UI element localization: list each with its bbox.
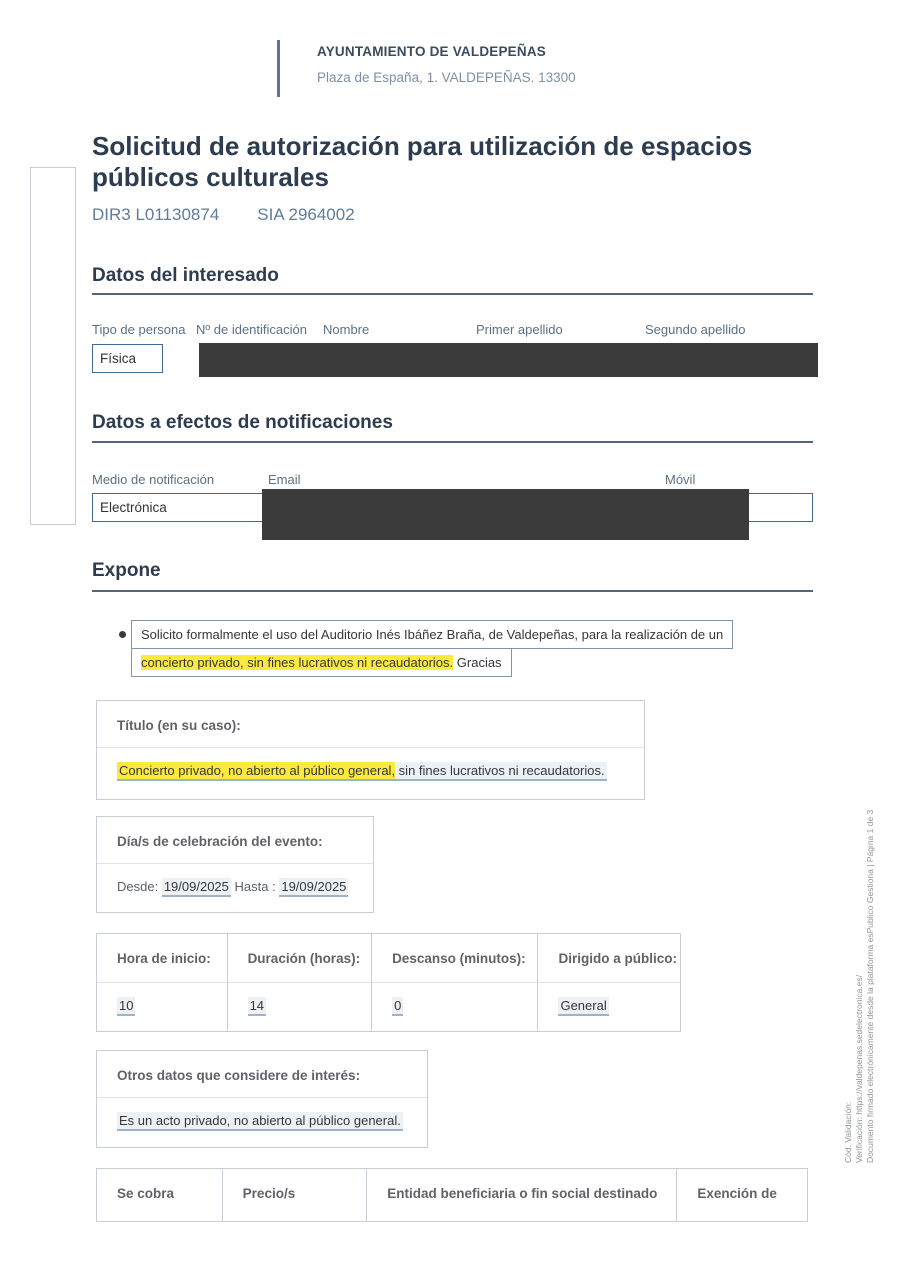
value-duracion — [228, 983, 373, 1031]
label-identificacion: Nº de identificación — [196, 322, 307, 337]
redacted-contact-data — [262, 489, 749, 540]
value-dirigido — [538, 983, 680, 1031]
header-se-cobra: Se cobra — [97, 1169, 223, 1221]
section-rule — [92, 293, 813, 295]
horario-values-row — [97, 983, 680, 1031]
statement-line-1: Solicito formalmente el uso del Auditorio Inés Ibáñez Braña, de Valdepeñas, para la realización de un — [131, 620, 733, 649]
section-heading-notificaciones: Datos a efectos de notificaciones — [92, 412, 393, 433]
statement-tail: Gracias — [453, 655, 502, 670]
horario-header-row — [97, 934, 680, 983]
dias-label: Día/s de celebración del evento: — [97, 817, 373, 864]
organization-name: AYUNTAMIENTO DE VALDEPEÑAS — [317, 44, 546, 59]
dias-box — [96, 816, 374, 913]
descanso-value: 0 — [392, 997, 403, 1016]
section-rule — [92, 441, 813, 443]
section-heading-expone: Expone — [92, 560, 161, 581]
document-codes — [92, 205, 393, 225]
expone-statement — [131, 620, 733, 677]
medio-notificacion-field: Electrónica — [92, 493, 813, 522]
label-tipo-persona: Tipo de persona — [92, 322, 186, 337]
header-precios: Precio/s — [223, 1169, 368, 1221]
otros-datos-box — [96, 1050, 428, 1148]
value-descanso — [372, 983, 538, 1031]
organization-address: Plaza de España, 1. VALDEPEÑAS. 13300 — [317, 70, 576, 85]
header-entidad: Entidad beneficiaria o fin social destinado — [367, 1169, 677, 1221]
label-medio-notificacion: Medio de notificación — [92, 472, 215, 487]
redacted-personal-data — [199, 343, 818, 377]
titulo-rest: sin fines lucrativos ni recaudatorios. — [395, 762, 607, 781]
horario-table — [96, 933, 681, 1032]
page-title: Solicitud de autorización para utilización de espacios públicos culturales — [92, 131, 753, 192]
signature-validation-sidebar — [843, 810, 876, 1163]
desde-value: 19/09/2025 — [162, 878, 231, 897]
value-hora-inicio — [97, 983, 228, 1031]
header-duracion: Duración (horas): — [228, 934, 373, 983]
cobro-header-row — [97, 1169, 807, 1221]
header-dirigido: Dirigido a público: — [538, 934, 680, 983]
header-descanso: Descanso (minutos): — [372, 934, 538, 983]
cobro-table — [96, 1168, 808, 1222]
label-segundo-apellido: Segundo apellido — [645, 322, 746, 337]
hasta-value: 19/09/2025 — [279, 878, 348, 897]
titulo-highlighted: Concierto privado, no abierto al público general, — [117, 762, 395, 781]
validation-code-line: Cód. Validación: — [843, 1101, 853, 1163]
dias-value-row — [97, 864, 373, 894]
statement-line-2 — [131, 648, 512, 677]
verification-url-line: Verificación: https://valdepenas.sedelectronica.es/ — [854, 974, 864, 1163]
notificaciones-labels-row — [92, 472, 813, 488]
duracion-value: 14 — [248, 997, 266, 1016]
hora-inicio-value: 10 — [117, 997, 135, 1016]
dirigido-value: General — [558, 997, 608, 1016]
section-rule — [92, 590, 813, 592]
otros-datos-label: Otros datos que considere de interés: — [97, 1051, 427, 1098]
interesado-labels-row — [92, 322, 813, 338]
label-nombre: Nombre — [323, 322, 370, 337]
desde-label: Desde: — [117, 879, 159, 894]
header-hora-inicio: Hora de inicio: — [97, 934, 228, 983]
letterhead-accent-bar — [277, 40, 280, 97]
dir3-code: DIR3 L01130874 — [92, 205, 220, 224]
label-email: Email — [268, 472, 301, 487]
titulo-box — [96, 700, 645, 800]
highlighted-text: concierto privado, sin fines lucrativos ni recaudatorios. — [141, 655, 454, 670]
otros-datos-value-row — [97, 1098, 427, 1128]
section-heading-interesado: Datos del interesado — [92, 265, 279, 286]
header-exencion: Exención de — [697, 1186, 777, 1201]
tipo-persona-field: Física — [92, 344, 163, 373]
hasta-label: Hasta : — [234, 879, 276, 894]
titulo-value — [97, 748, 644, 778]
otros-datos-value: Es un acto privado, no abierto al público general. — [117, 1112, 403, 1131]
sia-code: SIA 2964002 — [257, 205, 355, 224]
validation-code-box — [30, 167, 76, 525]
label-movil: Móvil — [665, 472, 696, 487]
signed-document-line: Documento firmado electrónicamente desde la plataforma esPublico Gestiona | Página 1 de 3 — [865, 809, 875, 1163]
titulo-label: Título (en su caso): — [97, 701, 644, 748]
bullet-icon — [119, 631, 126, 638]
label-primer-apellido: Primer apellido — [476, 322, 563, 337]
